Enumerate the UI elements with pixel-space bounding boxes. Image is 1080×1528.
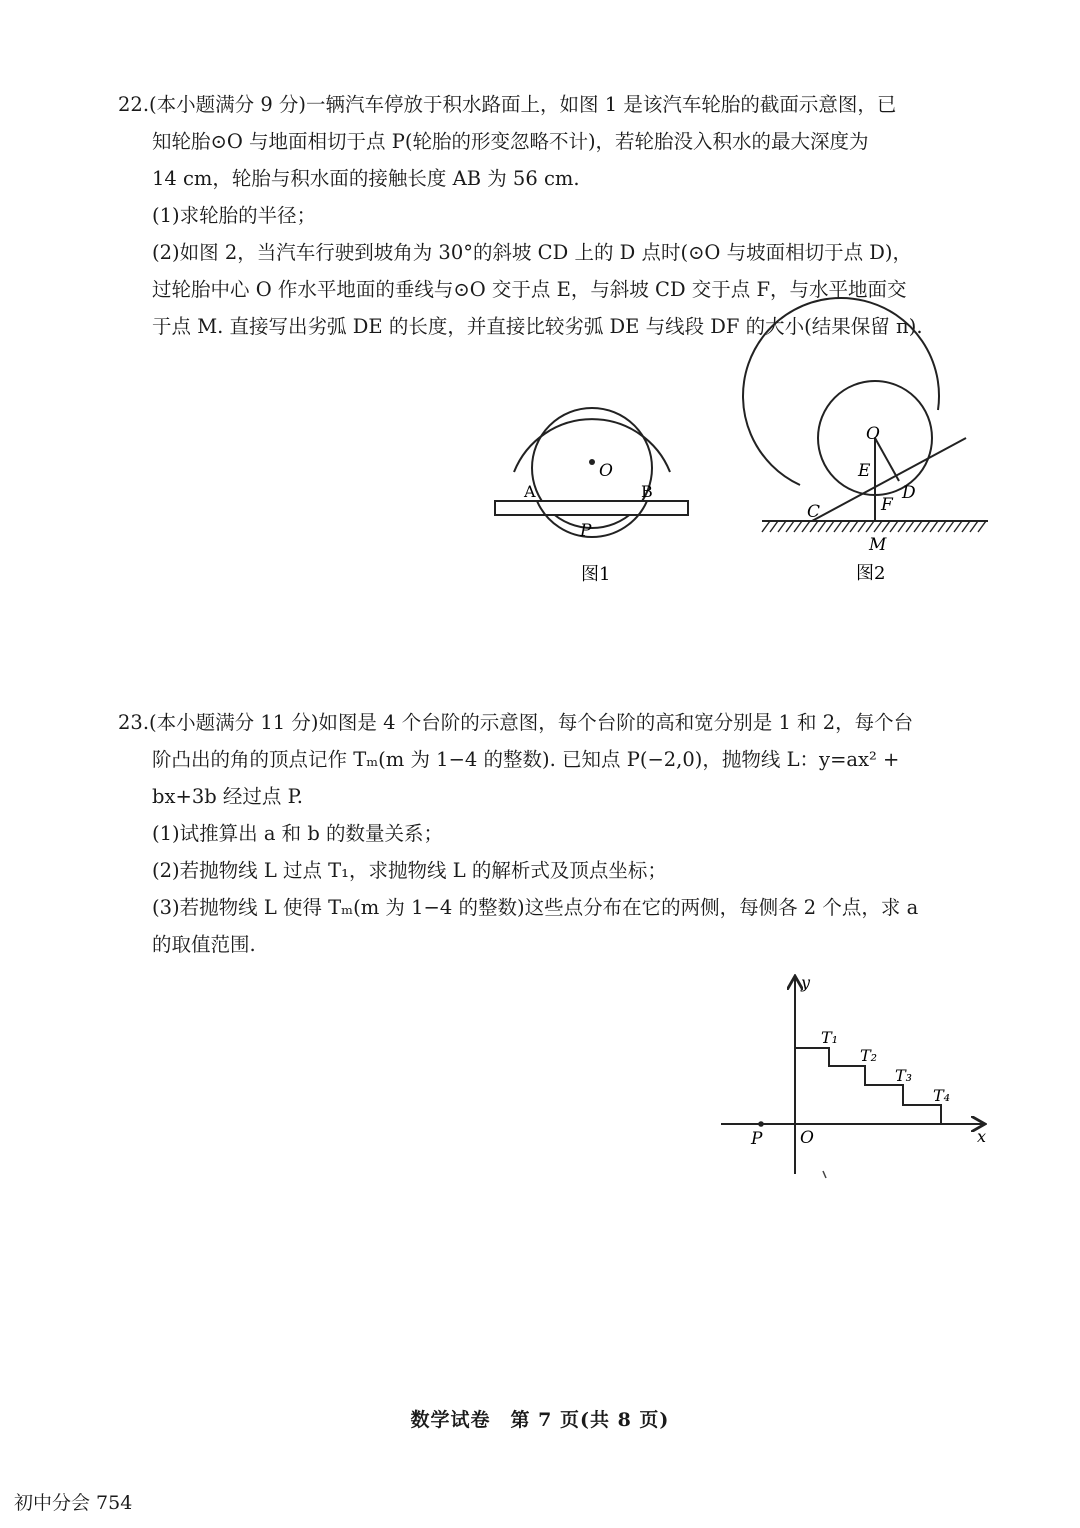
fig3-label-t2: T₂ (860, 1046, 878, 1065)
figure-3 (715, 968, 1000, 1183)
fig2-label-c: C (807, 502, 821, 522)
fig1-label-a: A (524, 482, 536, 501)
fig1-label-p: P (580, 521, 592, 541)
fig2-ground-hatching (762, 521, 986, 532)
q23-sub1: (1)试推算出 a 和 b 的数量关系； (152, 822, 444, 845)
fig2-label-d: D (902, 483, 916, 503)
q22-line1: 22.(本小题满分 9 分)一辆汽车停放于积水路面上，如图 1 是该汽车轮胎的截面示意图，已 (118, 93, 897, 116)
q22-sub2a: (2)如图 2，当汽车行驶到坡角为 30°的斜坡 CD 上的 D 点时(⊙O 与坡面相切于点 D)， (152, 241, 913, 264)
fig3-label-t3: T₃ (895, 1066, 913, 1085)
fig2-label-m: M (869, 535, 887, 555)
fig2-label-e: E (858, 461, 871, 481)
page-footer: 数学试卷 第 7 页(共 8 页) (410, 1409, 670, 1431)
question-22 (118, 86, 998, 345)
stray-tick-mark (823, 1171, 826, 1178)
fig2-label-f: F (881, 495, 893, 515)
fig1-water-surface (495, 501, 688, 515)
point-p (758, 1121, 764, 1127)
q22-line3: 14 cm，轮胎与积水面的接触长度 AB 为 56 cm. (152, 167, 580, 190)
q22-sub1: (1)求轮胎的半径； (152, 204, 317, 227)
q23-sub3b: 的取值范围. (152, 933, 256, 956)
fig1-center-dot (589, 459, 595, 465)
corner-watermark: 初中分会 754 (14, 1492, 133, 1514)
fig1-label-b: B (641, 482, 653, 501)
fig3-label-p: P (751, 1129, 763, 1149)
figure-1 (480, 380, 710, 590)
q23-sub2: (2)若抛物线 L 过点 T₁，求抛物线 L 的解析式及顶点坐标； (152, 859, 667, 882)
q23-sub3a: (3)若抛物线 L 使得 Tₘ(m 为 1−4 的整数)这些点分布在它的两侧，每侧各 2 个点，求 a (152, 896, 919, 919)
figure-2 (750, 355, 1000, 590)
fig3-label-t4: T₄ (933, 1086, 951, 1105)
fig1-caption: 图1 (581, 564, 611, 585)
fig3-label-x: x (977, 1127, 987, 1146)
fig3-label-o: O (800, 1128, 814, 1148)
q22-sub2c: 于点 M. 直接写出劣弧 DE 的长度，并直接比较劣弧 DE 与线段 DF 的大小(结果保留 π). (152, 315, 923, 338)
fig1-label-o: O (599, 461, 613, 481)
question-23 (118, 704, 998, 963)
q22-sub2b: 过轮胎中心 O 作水平地面的垂线与⊙O 交于点 E，与斜坡 CD 交于点 F，与水平地面交 (152, 278, 907, 301)
fig3-label-t1: T₁ (821, 1028, 839, 1047)
q23-line1: 23.(本小题满分 11 分)如图是 4 个台阶的示意图，每个台阶的高和宽分别是 1 和 2，每个台 (118, 711, 914, 734)
fig2-caption: 图2 (856, 563, 886, 584)
fig3-label-y: y (801, 973, 811, 992)
q23-line2: 阶凸出的角的顶点记作 Tₘ(m 为 1−4 的整数). 已知点 P(−2,0)，抛物线 L：y=ax² + (152, 748, 900, 771)
q23-line3: bx+3b 经过点 P. (152, 785, 303, 808)
fig2-radius-od (875, 438, 899, 481)
fig2-label-o: O (866, 424, 880, 444)
q22-line2: 知轮胎⊙O 与地面相切于点 P(轮胎的形变忽略不计)，若轮胎没入积水的最大深度为 (152, 130, 869, 153)
